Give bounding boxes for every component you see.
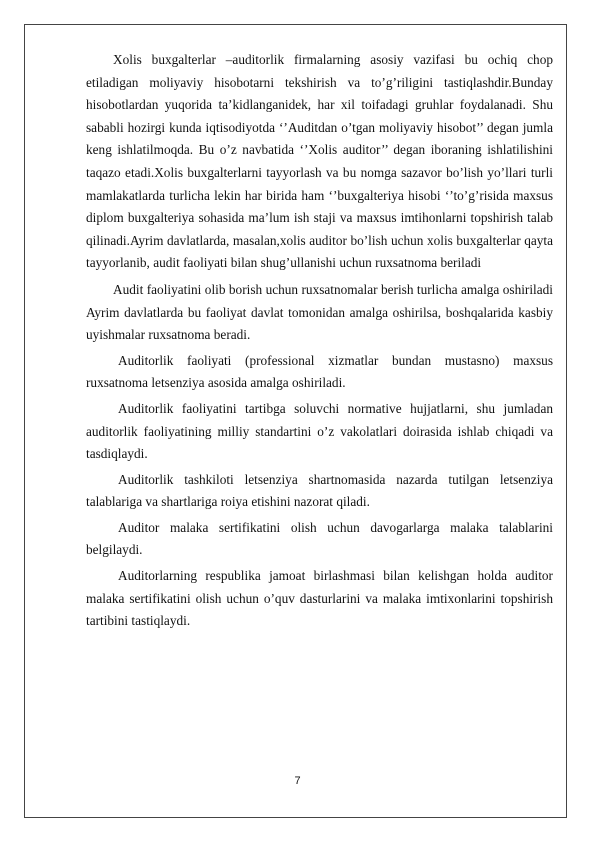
- paragraph-2: Audit faoliyatini olib borish uchun ruxsatnomalar berish turlicha amalga oshiriladi Ayrim davlatlarda bu faoliyat davlat tomonidan amalga oshirilsa, boshqalarida kasbiy uyishmalar ruxsatnoma beradi.: [86, 281, 553, 343]
- paragraph-3: Auditorlik faoliyati (professional xizmatlar bundan mustasno) maxsus ruxsatnoma letsenziya asosida amalga oshiriladi.: [86, 352, 553, 391]
- document-body: [86, 49, 553, 633]
- paragraph-7: Auditorlarning respublika jamoat birlashmasi bilan kelishgan holda auditor malaka sertifikatini olish uchun o’quv dasturlarini va malaka imtixonlarini topshirish tartibini tastiqlaydi.: [86, 568, 553, 629]
- paragraph-4: Auditorlik faoliyatini tartibga soluvchi normative hujjatlarni, shu jumladan auditorlik faoliyatining milliy standartini o’z vakolatlari doirasida ishlab chiqadi va tasdiqlaydi.: [86, 400, 553, 462]
- page-number: 7: [294, 775, 301, 787]
- paragraph-6: Auditor malaka sertifikatini olish uchun davogarlarga malaka talablarini belgilaydi.: [86, 519, 553, 558]
- paragraph-5: Auditorlik tashkiloti letsenziya shartnomasida nazarda tutilgan letsenziya talablariga va shartlariga roiya etishini nazorat qiladi.: [86, 471, 553, 510]
- paragraph-1: Xolis buxgalterlar –auditorlik firmalarning asosiy vazifasi bu ochiq chop etiladigan moliyaviy hisobotarni tekshirish va to’g’riligini tastiqlashdir.Bunday hisobotlardan yuqorida ta’kidlanganidek, har xil toifadagi gruhlar foydalanadi. Shu sababli hozirgi kunda iqtisodiyotda ‘’Auditdan o’tgan moliyaviy hisobot’’ degan jumla keng ishlatilmoqda. Bu o’z navbatida ‘’Xolis auditor’’ degan iboraning ishlatilishini taqazo etadi.Xolis buxgalterlarni tayyorlash va bu nomga sazavor bo’lish yo’llari turli mamlakatlarda turlicha lekin har birida ham ‘’buxgalteriya hisobi ‘’to’g’risida maxsus diplom buxgalteriya sohasida ma’lum ish staji va maxsus imtihonlarni topshirish talab qilinadi.Ayrim davlatlarda, masalan,xolis auditor bo’lish uchun xolis buxgalterlar qayta tayyorlanib, audit faoliyati bilan shug’ullanishi uchun ruxsatnoma beriladi: [86, 52, 553, 271]
